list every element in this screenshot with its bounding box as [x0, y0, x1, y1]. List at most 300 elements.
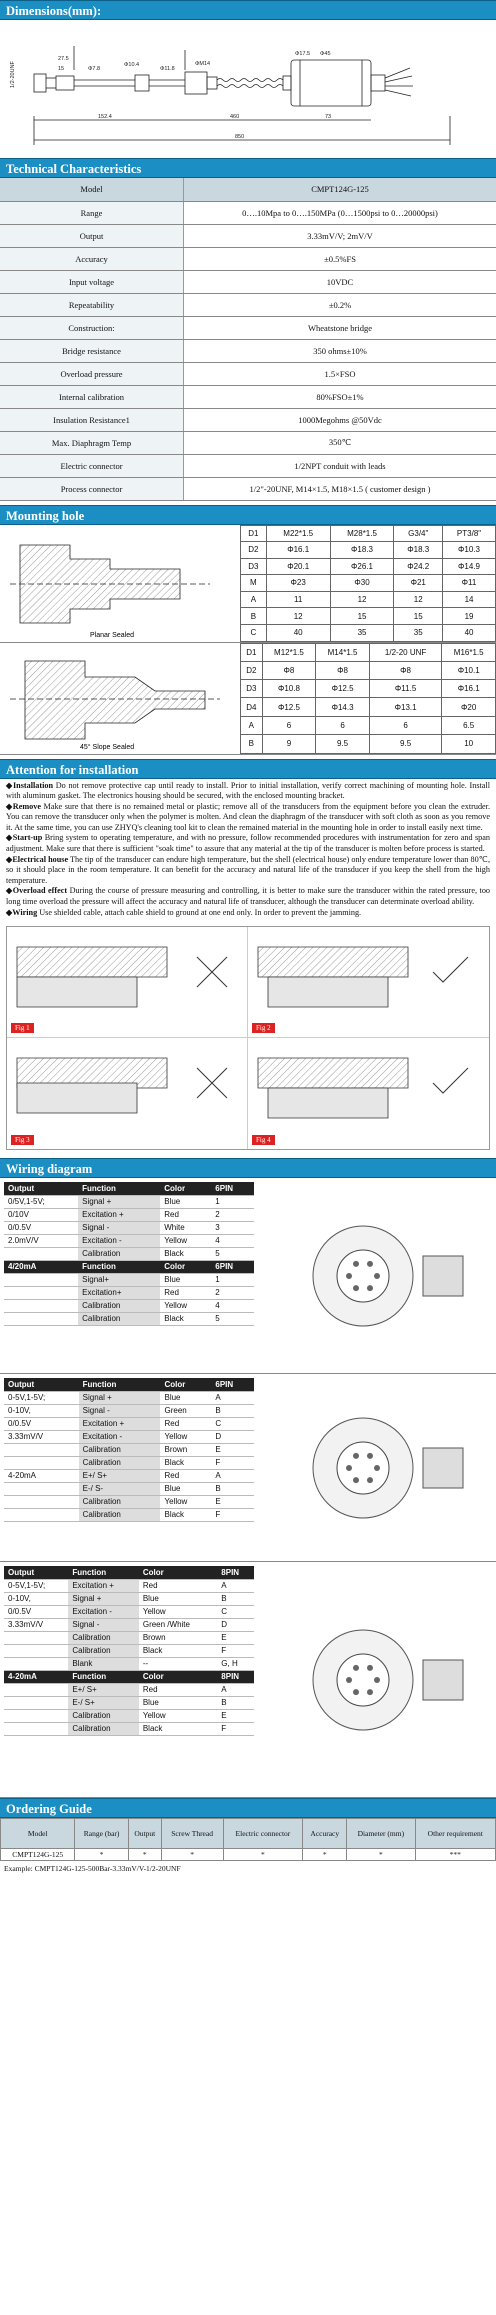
mount-value: 6	[316, 716, 370, 734]
wiring-function: Excitation -	[68, 1605, 139, 1618]
wiring-row	[4, 1482, 254, 1495]
order-head-cell: Electric connector	[223, 1819, 303, 1849]
wiring-pin: 4	[211, 1299, 254, 1312]
wiring-output	[4, 1657, 68, 1670]
tech-value: CMPT124G-125	[184, 178, 496, 201]
mount1-table	[240, 525, 496, 642]
wiring-color: Blue	[160, 1195, 211, 1208]
tech-value: 1/2"-20UNF, M14×1.5, M18×1.5 ( customer design )	[184, 477, 496, 500]
wiring-function: Calibration	[78, 1312, 160, 1325]
wiring-color: Blue	[139, 1696, 217, 1709]
wiring-color: Yellow	[160, 1495, 211, 1508]
wiring-function: Function	[78, 1260, 160, 1273]
wiring-row	[4, 1312, 254, 1325]
order-cell: *	[347, 1849, 415, 1861]
mount-value: Φ24.2	[394, 558, 443, 575]
wiring-pin: F	[217, 1722, 254, 1735]
mount-value: Φ10.3	[443, 542, 496, 559]
tech-value: 10VDC	[184, 270, 496, 293]
wiring-header-row	[4, 1182, 254, 1195]
figure-3	[7, 1038, 248, 1149]
mount-param: M	[241, 575, 267, 592]
wiring-function: Calibration	[68, 1644, 139, 1657]
wiring-function: Calibration	[78, 1247, 160, 1260]
order-row	[1, 1849, 496, 1861]
wiring-output: 0-10V,	[4, 1404, 79, 1417]
mount-value: 11	[266, 591, 330, 608]
tech-label: Construction:	[0, 316, 184, 339]
tech-label: Bridge resistance	[0, 339, 184, 362]
order-cell: *	[303, 1849, 347, 1861]
mount-value: Φ10.1	[442, 661, 496, 679]
tech-label: Input voltage	[0, 270, 184, 293]
wiring-output: 2.0mV/V	[4, 1234, 78, 1247]
wiring-row	[4, 1469, 254, 1482]
ordering-example: Example: CMPT124G-125-500Bar-3.33mV/V-1/2-20UNF	[4, 1864, 181, 1874]
mount-value: 15	[330, 608, 394, 625]
tech-row	[0, 201, 496, 224]
mount-row	[241, 698, 496, 716]
wiring-output: 0/0.5V	[4, 1221, 78, 1234]
mount-value: M12*1.5	[262, 643, 316, 661]
wiring-row	[4, 1605, 254, 1618]
order-head-cell: Accuracy	[303, 1819, 347, 1849]
mount-param: B	[241, 608, 267, 625]
planar-drawing	[0, 525, 240, 642]
mount-value: 9	[262, 735, 316, 753]
wiring-function: Signal -	[78, 1221, 160, 1234]
wiring-function: Excitation -	[79, 1430, 161, 1443]
wiring-row	[4, 1404, 254, 1417]
mount-value: 12	[266, 608, 330, 625]
tech-value: 80%FSO±1%	[184, 385, 496, 408]
tech-value: ±0.2%	[184, 293, 496, 316]
wiring-output: 0-10V,	[4, 1592, 68, 1605]
dim-label: 27.5	[58, 56, 69, 62]
wiring-row	[4, 1299, 254, 1312]
wiring-table	[4, 1378, 254, 1522]
wiring-color: Color	[160, 1260, 211, 1273]
tech-row	[0, 293, 496, 316]
wiring-function: Excitation +	[78, 1208, 160, 1221]
wiring-pin: 6PIN	[211, 1260, 254, 1273]
tech-row	[0, 270, 496, 293]
wiring-output	[4, 1286, 78, 1299]
wiring-pin: 8PIN	[217, 1670, 254, 1683]
wiring-color: Green	[160, 1404, 211, 1417]
dim-label: 850	[235, 134, 245, 140]
wiring-color: Brown	[139, 1631, 217, 1644]
mount-value: 6	[262, 716, 316, 734]
wiring-head-cell: Function	[78, 1182, 160, 1195]
wiring-function: Signal+	[78, 1273, 160, 1286]
mount-value: Φ8	[316, 661, 370, 679]
mount-value: Φ13.1	[369, 698, 442, 716]
mount-row	[241, 624, 496, 641]
mount-value: 9.5	[316, 735, 370, 753]
mount-row	[241, 680, 496, 698]
wiring-color: Yellow	[139, 1709, 217, 1722]
tech-value: 350 ohms±10%	[184, 339, 496, 362]
attention-title: ◆Wiring	[6, 907, 38, 917]
wiring-row	[4, 1495, 254, 1508]
tech-row	[0, 362, 496, 385]
tech-row	[0, 178, 496, 201]
wiring-row	[4, 1430, 254, 1443]
wiring-head-cell: 6PIN	[211, 1182, 254, 1195]
mount-value: 35	[330, 624, 394, 641]
wiring-row	[4, 1683, 254, 1696]
wiring-head-cell: Output	[4, 1182, 78, 1195]
mount-value: 9.5	[369, 735, 442, 753]
wiring-color: Red	[160, 1286, 211, 1299]
wiring-output	[4, 1495, 79, 1508]
wiring-pin: F	[217, 1644, 254, 1657]
tech-label: Output	[0, 224, 184, 247]
wiring-row	[4, 1260, 254, 1273]
wiring-row	[4, 1644, 254, 1657]
wiring-row	[4, 1618, 254, 1631]
tech-value: 1000Megohms @50Vdc	[184, 408, 496, 431]
tech-row	[0, 431, 496, 454]
wiring-function: E-/ S+	[68, 1696, 139, 1709]
planar-caption: Planar Sealed	[90, 631, 134, 639]
wiring-function: E+/ S+	[68, 1683, 139, 1696]
attention-item	[6, 855, 490, 887]
mount-value: M16*1.5	[442, 643, 496, 661]
mount-value: Φ18.3	[330, 542, 394, 559]
wiring-color: --	[139, 1657, 217, 1670]
mount-param: A	[241, 591, 267, 608]
order-head-cell: Other requirement	[415, 1819, 495, 1849]
ordering-table	[0, 1818, 496, 1861]
order-header-row	[1, 1819, 496, 1849]
wiring-output	[4, 1508, 79, 1521]
order-cell: *	[161, 1849, 223, 1861]
wiring-pin: B	[217, 1592, 254, 1605]
order-head-cell: Model	[1, 1819, 75, 1849]
wiring-pin: D	[217, 1618, 254, 1631]
figure-4	[248, 1038, 489, 1149]
wiring-row	[4, 1696, 254, 1709]
order-head-cell: Range (bar)	[75, 1819, 128, 1849]
wiring-output	[4, 1644, 68, 1657]
figure-2	[248, 927, 489, 1038]
mount-value: 40	[443, 624, 496, 641]
attention-body: Use shielded cable, attach cable shield to ground at one end only. In order to prevent the jamming.	[37, 907, 362, 917]
wiring-row	[4, 1631, 254, 1644]
mount-value: M28*1.5	[330, 525, 394, 542]
attention-title: ◆Remove	[6, 801, 41, 811]
attention-body: Bring system to operating temperature, and with no pressure, follow recommended procedures with instrumentation for zero and span adjustment. Make sure that there is sufficient "soak time" to assure that any material at the tip of the transducer is molten before process is started.	[6, 833, 490, 854]
wiring-color: Color	[139, 1670, 217, 1683]
mount-value: 12	[330, 591, 394, 608]
wiring-function: Signal +	[78, 1195, 160, 1208]
wiring-row	[4, 1722, 254, 1735]
mount-row	[241, 716, 496, 734]
dim-label: 15	[58, 66, 65, 72]
attention-title: ◆Overload effect	[6, 886, 68, 896]
tech-row	[0, 316, 496, 339]
mount2-table	[240, 643, 496, 754]
mount-value: Φ18.3	[394, 542, 443, 559]
wiring-color: Blue	[160, 1482, 211, 1495]
wiring-function: Calibration	[78, 1299, 160, 1312]
tech-label: Accuracy	[0, 247, 184, 270]
dim-label: Φ45	[320, 51, 331, 57]
attention-body: Do not remove protective cap until ready to install. Prior to initial installation, verify correct machining of mounting hole. Install with aluminum gasket. The electronics housing should be secured, with the enclosed mounting bracket.	[6, 780, 490, 801]
wiring-header-row	[4, 1566, 254, 1579]
wiring-pin: 5	[211, 1247, 254, 1260]
connector-drawing	[254, 1182, 492, 1369]
wiring-pin: A	[211, 1391, 254, 1404]
tech-row	[0, 408, 496, 431]
tech-value: 350℃	[184, 431, 496, 454]
wiring-output	[4, 1482, 79, 1495]
wiring-table	[4, 1566, 254, 1736]
order-cell: *	[128, 1849, 161, 1861]
mounting-header: Mounting hole	[0, 505, 496, 525]
mount-param: D1	[241, 643, 263, 661]
wiring-color: Yellow	[160, 1430, 211, 1443]
wiring-head-cell: Output	[4, 1566, 68, 1579]
mount-value: Φ16.1	[442, 680, 496, 698]
order-head-cell: Output	[128, 1819, 161, 1849]
wiring-row	[4, 1221, 254, 1234]
mount-value: Φ20.1	[266, 558, 330, 575]
mount-value: Φ26.1	[330, 558, 394, 575]
fig-label: Fig 4	[252, 1135, 275, 1145]
mount-value: 12	[394, 591, 443, 608]
dimensions-header: Dimensions(mm):	[0, 0, 496, 20]
wiring-color: Black	[160, 1312, 211, 1325]
dim-label: 73	[325, 114, 332, 120]
attention-item	[6, 802, 490, 834]
wiring-function: Signal +	[79, 1391, 161, 1404]
wiring-output	[4, 1709, 68, 1722]
tech-label: Range	[0, 201, 184, 224]
wiring-output	[4, 1683, 68, 1696]
dim-label: Φ17.5	[295, 51, 311, 57]
mount-value: 40	[266, 624, 330, 641]
wiring-color: Brown	[160, 1443, 211, 1456]
wiring-row	[4, 1247, 254, 1260]
mount-value: Φ21	[394, 575, 443, 592]
wiring-color: Yellow	[139, 1605, 217, 1618]
order-cell: *	[75, 1849, 128, 1861]
tech-label: Internal calibration	[0, 385, 184, 408]
wiring-function: Calibration	[68, 1631, 139, 1644]
wiring-row	[4, 1195, 254, 1208]
fig-label: Fig 2	[252, 1023, 275, 1033]
mount-value: 14	[443, 591, 496, 608]
wiring-pin: A	[211, 1469, 254, 1482]
tech-row	[0, 224, 496, 247]
wiring-function: Blank	[68, 1657, 139, 1670]
mount-slope-block	[0, 643, 496, 755]
mount-row	[241, 525, 496, 542]
wiring-output: 3.33mV/V	[4, 1430, 79, 1443]
wiring-pin: 1	[211, 1273, 254, 1286]
wiring-color: White	[160, 1221, 211, 1234]
wiring-pin: E	[217, 1631, 254, 1644]
wiring-table	[4, 1182, 254, 1326]
wiring-color: Red	[139, 1683, 217, 1696]
mount-value: Φ11	[443, 575, 496, 592]
mount-row	[241, 661, 496, 679]
wiring-row	[4, 1579, 254, 1592]
wiring-pin: D	[211, 1430, 254, 1443]
attention-text	[0, 779, 496, 921]
dim-label: Φ11.8	[160, 66, 175, 72]
order-cell: CMPT124G-125	[1, 1849, 75, 1861]
mount-param: D4	[241, 698, 263, 716]
wiring-function: Function	[68, 1670, 139, 1683]
wiring-output	[4, 1312, 78, 1325]
wiring-pin: A	[217, 1683, 254, 1696]
wiring-color: Red	[160, 1208, 211, 1221]
wiring-row	[4, 1709, 254, 1722]
wiring-output: 0-5V,1-5V;	[4, 1579, 68, 1592]
wiring-row	[4, 1234, 254, 1247]
fig-label: Fig 1	[11, 1023, 34, 1033]
slope-caption: 45° Slope Sealed	[80, 743, 135, 751]
wiring-function: Excitation+	[78, 1286, 160, 1299]
wiring-output	[4, 1696, 68, 1709]
mount-row	[241, 735, 496, 753]
mount-value: M22*1.5	[266, 525, 330, 542]
wiring-color: Black	[139, 1722, 217, 1735]
wiring-row	[4, 1670, 254, 1683]
wiring-output: 0/0.5V	[4, 1605, 68, 1618]
wiring-header-row	[4, 1378, 254, 1391]
wiring-pin: 4	[211, 1234, 254, 1247]
mount-row	[241, 575, 496, 592]
wiring-pin: E	[211, 1443, 254, 1456]
tech-label: Repeatability	[0, 293, 184, 316]
wiring-pin: B	[211, 1404, 254, 1417]
wiring-color: Blue	[160, 1391, 211, 1404]
ordering-header: Ordering Guide	[0, 1798, 496, 1818]
wiring-output: 4-20mA	[4, 1469, 79, 1482]
mount-value: 19	[443, 608, 496, 625]
tech-value: ±0.5%FS	[184, 247, 496, 270]
attention-body: The tip of the transducer can endure high temperature, but the shell (electrical house) only endure temperature lower than 80℃, so it should place in the room temperature. It can benefit for the accuracy and natural life of the transducer if you keep the shell from the high temperature.	[6, 854, 490, 885]
wiring-output: 0-5V,1-5V;	[4, 1391, 79, 1404]
wiring-pin: B	[211, 1482, 254, 1495]
attention-title: ◆Installation	[6, 780, 54, 790]
wiring-output: 0/10V	[4, 1208, 78, 1221]
order-head-cell: Diameter (mm)	[347, 1819, 415, 1849]
mount-param: D2	[241, 661, 263, 679]
tech-value: 0….10Mpa to 0….150MPa (0…1500psi to 0…20000psi)	[184, 201, 496, 224]
mount-value: G3/4"	[394, 525, 443, 542]
mount-row	[241, 591, 496, 608]
wiring-output: 0/5V,1-5V;	[4, 1195, 78, 1208]
attention-item	[6, 833, 490, 854]
mount-row	[241, 643, 496, 661]
wiring-pin: G, H	[217, 1657, 254, 1670]
mount-param: A	[241, 716, 263, 734]
mount-value: Φ11.5	[369, 680, 442, 698]
wiring-pin: E	[217, 1709, 254, 1722]
wiring-head-cell: 6PIN	[211, 1378, 254, 1391]
mount-value: PT3/8"	[443, 525, 496, 542]
wiring-color: Blue	[160, 1273, 211, 1286]
mount-value: Φ12.5	[316, 680, 370, 698]
mount-value: Φ14.3	[316, 698, 370, 716]
wiring-head-cell: Color	[160, 1182, 211, 1195]
figures	[6, 926, 490, 1150]
wiring-row	[4, 1286, 254, 1299]
wiring-function: Excitation -	[78, 1234, 160, 1247]
order-cell: ***	[415, 1849, 495, 1861]
wiring-row	[4, 1391, 254, 1404]
tech-label: Insulation Resistance1	[0, 408, 184, 431]
order-head-cell: Screw Thread	[161, 1819, 223, 1849]
wiring-output	[4, 1273, 78, 1286]
wiring-row	[4, 1208, 254, 1221]
mount-value: Φ20	[442, 698, 496, 716]
mount-value: 6.5	[442, 716, 496, 734]
wiring-color: Black	[160, 1247, 211, 1260]
wiring-function: Calibration	[68, 1722, 139, 1735]
technical-header: Technical Characteristics	[0, 158, 496, 178]
slope-drawing	[0, 643, 240, 754]
wiring-row	[4, 1657, 254, 1670]
wiring-output: 4/20mA	[4, 1260, 78, 1273]
tech-value: 1.5×FSO	[184, 362, 496, 385]
wiring-row	[4, 1592, 254, 1605]
wiring-row	[4, 1508, 254, 1521]
wiring-function: Calibration	[79, 1456, 161, 1469]
wiring-color: Yellow	[160, 1299, 211, 1312]
wiring-pin: E	[211, 1495, 254, 1508]
wiring-function: Signal +	[68, 1592, 139, 1605]
wiring-pin: 3	[211, 1221, 254, 1234]
wiring-color: Red	[139, 1579, 217, 1592]
wiring-block	[0, 1562, 496, 1798]
wiring-pin: F	[211, 1508, 254, 1521]
mount-value: Φ14.9	[443, 558, 496, 575]
mount-value: Φ16.1	[266, 542, 330, 559]
mount-value: 35	[394, 624, 443, 641]
wiring-color: Black	[160, 1508, 211, 1521]
wiring-color: Red	[160, 1417, 211, 1430]
wiring-row	[4, 1456, 254, 1469]
wiring-head-cell: Output	[4, 1378, 79, 1391]
mount-value: Φ30	[330, 575, 394, 592]
wiring-row	[4, 1443, 254, 1456]
attention-item	[6, 781, 490, 802]
mount-param: C	[241, 624, 267, 641]
wiring-blocks	[0, 1178, 496, 1798]
wiring-head-cell: 8PIN	[217, 1566, 254, 1579]
wiring-block	[0, 1374, 496, 1562]
wiring-output: 3.33mV/V	[4, 1618, 68, 1631]
attention-body: Make sure that there is no remained metal or plastic; remove all of the transducers from the equipment before you clean the extruder. You can remove the transducer only when the polymer is molten. And clean the diaphragm of the transducer with soft cloth as soon as you remove it. At the same time, you can use ZHYQ's cleaning tool kit to clean the remained material in the mounting hole in order to install easily next time.	[6, 801, 490, 832]
dim-label: Φ10.4	[124, 62, 140, 68]
figure-1	[7, 927, 248, 1038]
tech-value: 1/2NPT conduit with leads	[184, 454, 496, 477]
mount-value: Φ8	[262, 661, 316, 679]
mount-param: D2	[241, 542, 267, 559]
attention-header: Attention for installation	[0, 759, 496, 779]
wiring-function: Signal -	[68, 1618, 139, 1631]
wiring-output	[4, 1631, 68, 1644]
mount-value: Φ10.8	[262, 680, 316, 698]
mount-row	[241, 608, 496, 625]
